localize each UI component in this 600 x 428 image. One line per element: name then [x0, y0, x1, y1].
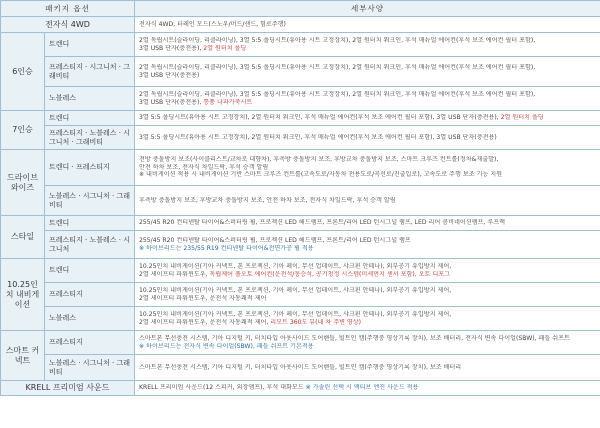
detail-line: 10.25인치 내비게이션(기아 커넥트, 폰 프로젝션, 기아 페이, 무선 업데이트, 샤크핀 안테나), 외부공기 유입방지 제어, [139, 286, 452, 294]
detail-text: 2열 세이프티 파워윈도우, [139, 270, 210, 278]
detail-six-noblesse [135, 87, 600, 111]
highlight-text: 통풍 나파가죽시트 [203, 98, 253, 106]
detail-six-prestige [135, 57, 600, 87]
category-drivewise: 드라이브 와이즈 [1, 150, 45, 216]
detail-line: 전방 충돌방지 보조(사이클리스트/교차로 대향차), 후측방 충돌방지 보조, 후방교차 충돌방지 보조, 스마트 크루즈 컨트롤(정차&재출발), [139, 156, 499, 164]
detail-line: 10.25인치 내비게이션(기아 커넥트, 폰 프로젝션, 기아 페이, 무선 업데이트, 샤크핀 안테나), 외부공기 유입방지 제어, [139, 310, 452, 318]
header-package-option: 패키지 옵션 [1, 1, 135, 17]
highlight-text: 2열 원터치 폴딩 [203, 44, 247, 52]
detail-line: 안전 하차 보조, 전자식 차일드락, 후석 승객 알림 [139, 163, 269, 171]
table-row [1, 186, 600, 216]
detail-line: 2열 독립시트(슬라이딩, 리클라이닝), 3열 5:5 폴딩시트(유아용 시트 고정장치), 2열 원터치 워크인, 후석 매뉴얼 에어컨(후석 보조 에어컨 필터 포함), [139, 90, 536, 98]
detail-line [139, 319, 596, 327]
detail-line: 3열 USB 단자(충전용) [139, 71, 200, 79]
header-detail-spec: 세부사양 [135, 1, 600, 17]
table-row [1, 87, 600, 111]
trim-trendy: 트렌디 [45, 259, 135, 283]
detail-drivewise-noblesse [135, 186, 600, 216]
detail-style-prestige [135, 231, 600, 259]
table-row [1, 126, 600, 150]
trim-trendy: 트렌디 [45, 111, 135, 126]
detail-line: 스마트폰 무선충전 시스템, 기아 디지털 키, 터치타입 아웃사이드 도어핸들, 빌트인 캠(주행중 영상기록 장치), 보조 배터리 [139, 363, 462, 371]
trim-prestige-noblesse: 프레스티지 · 노블레스 · 시그니처 · 그래비티 [45, 126, 135, 150]
note-text: ※ 가솔린 선택 시 액티브 엔진 사운드 적용 [305, 384, 419, 392]
note-line: ※ 하이브리드는 235/55 R19 컨티넨탈 타이어&전면가공 휠 적용 [139, 244, 314, 252]
table-row [1, 231, 600, 259]
detail-text: 2열 세이프티 파워윈도우, 운전석 자동쾌적 제어, [139, 318, 271, 326]
trim-trendy-prestige: 트렌디 · 프레스티지 [45, 150, 135, 186]
detail-text: 3열 USB 단자(충전용), [139, 44, 204, 52]
detail-line [139, 271, 596, 279]
detail-navi-trendy [135, 259, 600, 283]
note-line: ※ 내비게이션 적용 시 내비게이션 기반 스마트 크루즈 컨트롤(고속도로/자동차 전용도로/곡선로/진출입로), 고속도로 주행 보조 기능 지원 [139, 171, 502, 179]
trim-noblesse-signature: 노블레스 · 시그니처 · 그래비티 [45, 355, 135, 381]
category-style: 스타일 [1, 216, 45, 259]
detail-text: 3열 5:5 폴딩시트(유아용 시트 고정장치), 2열 원터치 워크인, 후석 매뉴얼 에어컨(후석 보조 에어컨 필터 포함), 3열 USB 단자(충전용), [139, 114, 501, 122]
detail-allwheel: 전자식 4WD, 터레인 모드(스노우/머드/샌드, 험로주행) [135, 17, 600, 33]
table-row [1, 331, 600, 355]
category-krell: KRELL 프리미엄 사운드 [1, 381, 135, 396]
detail-smart-prestige [135, 331, 600, 355]
category-allwheel: 전자식 4WD [1, 17, 135, 33]
trim-trendy: 트렌디 [45, 216, 135, 231]
table-row [1, 33, 600, 57]
table-row [1, 111, 600, 126]
detail-line: 후측방 충돌방지 보조, 후방교차 충돌방지 보조, 안전 하차 보조, 전자식 차일드락, 후석 승객 알림 [139, 196, 396, 204]
detail-seven-prestige [135, 126, 600, 150]
trim-trendy: 트렌디 [45, 33, 135, 57]
highlight-text: 리모트 360도 뷰(내 차 주변 영상) [270, 318, 362, 326]
note-line: ※ 하이브리드는 전자식 변속 다이얼(SBW), 패들 쉬프트 기본적용 [139, 342, 314, 350]
detail-line: 255/45 R20 컨티넨탈 타이어&스퍼터링 휠, 프로젝션 LED 헤드램프, 프론트/리어 LED 턴시그널 램프, LED 리어 콤비네이션램프, 루프랙 [139, 219, 505, 227]
table-row [1, 150, 600, 186]
detail-line: 255/45 R20 컨티넨탈 타이어&스퍼터링 휠, 프로젝션 LED 헤드램프, 프론트/리어 LED 턴시그널 램프 [139, 236, 411, 244]
detail-line [139, 384, 596, 392]
trim-prestige: 프레스티지 · 시그니처 · 그래비티 [45, 57, 135, 87]
detail-six-trendy [135, 33, 600, 57]
trim-prestige: 프레스티지 [45, 331, 135, 355]
detail-line [139, 99, 596, 107]
detail-seven-trendy [135, 111, 600, 126]
detail-line: 스마트폰 무선충전 시스템, 기아 디지털 키, 터치타입 아웃사이드 도어핸들, 빌트인 캠(주행중 영상기록 장치), 보조 배터리, 전자식 변속 다이얼(SBW), 패들 쉬프트 [139, 334, 570, 342]
category-seven-seat: 7인승 [1, 111, 45, 150]
table-row [1, 283, 600, 307]
table-row [1, 307, 600, 331]
detail-line: 2열 독립시트(슬라이딩, 리클라이닝), 3열 5:5 폴딩시트(유아용 시트 고정장치), 2열 원터치 워크인, 후석 매뉴얼 에어컨(후석 보조 에어컨 필터 포함), [139, 36, 536, 44]
highlight-text: 2열 원터치 폴딩 [500, 114, 544, 122]
table-row [1, 216, 600, 231]
category-navigation: 10.25인치 내비게이션 [1, 259, 45, 331]
trim-noblesse-signature: 노블레스 · 시그니처 · 그래비티 [45, 186, 135, 216]
detail-drivewise-trendy [135, 150, 600, 186]
table-row [1, 381, 600, 396]
table-row [1, 259, 600, 283]
detail-navi-noblesse [135, 307, 600, 331]
trim-prestige: 프레스티지 [45, 283, 135, 307]
detail-navi-prestige [135, 283, 600, 307]
detail-line: 3열 5:5 폴딩시트(유아용 시트 고정장치), 2열 원터치 워크인, 후석 매뉴얼 에어컨(후석 보조 에어컨 필터 포함), 3열 USB 단자(충전용) [139, 133, 497, 141]
category-smart-connect: 스마트 커넥트 [1, 331, 45, 381]
highlight-text: 독립제어 풀오토 에어컨(운전석/동승석, 공기청정 시스템(미세먼지 센서 포함), 오토 디포그 [209, 270, 450, 278]
detail-smart-noblesse [135, 355, 600, 381]
detail-krell [135, 381, 600, 396]
detail-style-trendy [135, 216, 600, 231]
trim-prestige-noblesse-signature: 프레스티지 · 노블레스 · 시그니처 [45, 231, 135, 259]
trim-noblesse: 노블레스 [45, 307, 135, 331]
table-row [1, 17, 600, 33]
detail-line: 2열 세이프티 파워윈도우, 운전석 자동쾌적 제어 [139, 294, 267, 302]
table-header-row [1, 1, 600, 17]
category-six-seat: 6인승 [1, 33, 45, 111]
detail-line [139, 114, 596, 122]
detail-text: KRELL 프리미엄 사운드(12 스피커, 외장앰프), 후석 대화모드 [139, 384, 306, 392]
trim-noblesse: 노블레스 [45, 87, 135, 111]
detail-line: 2열 독립시트(슬라이딩, 리클라이닝), 3열 5:5 폴딩시트(유아용 시트 고정장치), 2열 원터치 워크인, 후석 매뉴얼 에어컨(후석 보조 에어컨 필터 포함), [139, 63, 536, 71]
detail-line [139, 45, 596, 53]
detail-line: 10.25인치 내비게이션(기아 커넥트, 폰 프로젝션, 기아 페이, 무선 업데이트, 샤크핀 안테나), 외부공기 유입방지 제어, [139, 262, 452, 270]
detail-text: 3열 USB 단자(충전용), [139, 98, 204, 106]
table-row [1, 57, 600, 87]
table-row [1, 355, 600, 381]
